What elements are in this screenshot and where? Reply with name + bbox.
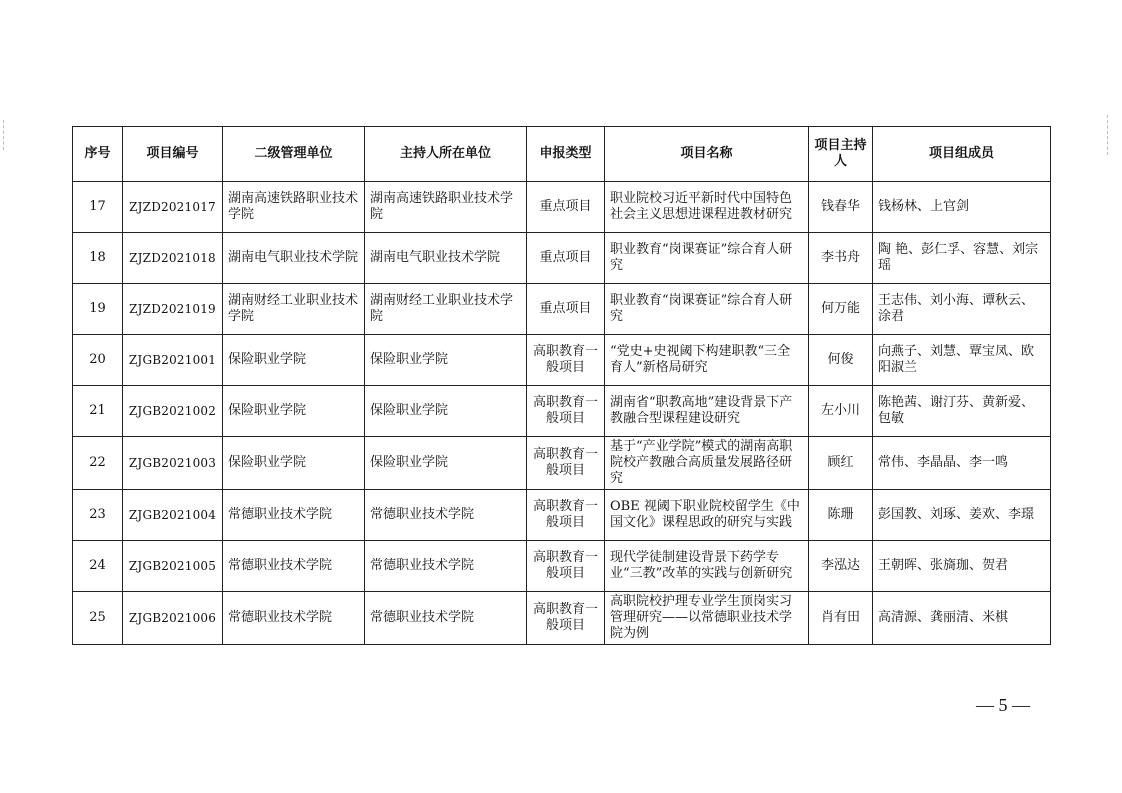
table-header [73, 127, 1051, 182]
cell-seq: 23 [73, 490, 123, 541]
cell-name: 职业院校习近平新时代中国特色社会主义思想进课程进教材研究 [605, 182, 809, 233]
cell-type: 重点项目 [527, 284, 605, 335]
cell-host: 李泓达 [809, 541, 873, 592]
cell-name: 基于“产业学院”模式的湖南高职院校产教融合高质量发展路径研究 [605, 437, 809, 490]
cell-type: 高职教育一般项目 [527, 490, 605, 541]
table-row [73, 592, 1051, 645]
cell-members: 常伟、李晶晶、李一鸣 [873, 437, 1051, 490]
cell-code: ZJGB2021004 [123, 490, 223, 541]
cell-host: 肖有田 [809, 592, 873, 645]
cell-code: ZJZD2021017 [123, 182, 223, 233]
cell-seq: 25 [73, 592, 123, 645]
cell-members: 王志伟、刘小海、谭秋云、涂君 [873, 284, 1051, 335]
cell-code: ZJZD2021019 [123, 284, 223, 335]
cell-unit: 保险职业学院 [223, 386, 365, 437]
cell-code: ZJGB2021002 [123, 386, 223, 437]
cell-type: 高职教育一般项目 [527, 541, 605, 592]
cell-seq: 19 [73, 284, 123, 335]
cell-code: ZJGB2021006 [123, 592, 223, 645]
cell-unit: 湖南高速铁路职业技术学院 [223, 182, 365, 233]
header-type: 申报类型 [527, 127, 605, 182]
edge-mark-right [1107, 115, 1110, 155]
cell-seq: 20 [73, 335, 123, 386]
cell-seq: 18 [73, 233, 123, 284]
page-number: — 5 — [976, 695, 1030, 715]
cell-type: 高职教育一般项目 [527, 437, 605, 490]
cell-unit: 常德职业技术学院 [223, 541, 365, 592]
cell-members: 陶 艳、彭仁孚、容慧、刘宗瑶 [873, 233, 1051, 284]
cell-members: 王朝晖、张旖珈、贺君 [873, 541, 1051, 592]
cell-type: 高职教育一般项目 [527, 592, 605, 645]
header-host-org: 主持人所在单位 [365, 127, 527, 182]
table-row [73, 490, 1051, 541]
edge-mark-left [3, 120, 6, 150]
cell-code: ZJGB2021001 [123, 335, 223, 386]
cell-host-org: 湖南高速铁路职业技术学院 [365, 182, 527, 233]
cell-host: 顾红 [809, 437, 873, 490]
cell-type: 高职教育一般项目 [527, 335, 605, 386]
cell-host-org: 常德职业技术学院 [365, 490, 527, 541]
cell-members: 陈艳茜、谢汀芬、黄新爱、包敏 [873, 386, 1051, 437]
cell-host-org: 湖南财经工业职业技术学院 [365, 284, 527, 335]
cell-code: ZJGB2021003 [123, 437, 223, 490]
cell-unit: 保险职业学院 [223, 335, 365, 386]
cell-host-org: 湖南电气职业技术学院 [365, 233, 527, 284]
cell-host-org: 常德职业技术学院 [365, 541, 527, 592]
cell-unit: 常德职业技术学院 [223, 490, 365, 541]
cell-seq: 22 [73, 437, 123, 490]
header-code: 项目编号 [123, 127, 223, 182]
cell-name: OBE 视阈下职业院校留学生《中国文化》课程思政的研究与实践 [605, 490, 809, 541]
cell-host-org: 保险职业学院 [365, 386, 527, 437]
table-row [73, 335, 1051, 386]
cell-name: 现代学徒制建设背景下药学专业“三教”改革的实践与创新研究 [605, 541, 809, 592]
header-name: 项目名称 [605, 127, 809, 182]
cell-code: ZJGB2021005 [123, 541, 223, 592]
table-row [73, 541, 1051, 592]
cell-host-org: 保险职业学院 [365, 437, 527, 490]
cell-members: 彭国教、刘琢、姜欢、李璟 [873, 490, 1051, 541]
cell-unit: 湖南电气职业技术学院 [223, 233, 365, 284]
cell-host-org: 常德职业技术学院 [365, 592, 527, 645]
table-row [73, 182, 1051, 233]
table-row [73, 386, 1051, 437]
project-table [72, 126, 1051, 645]
header-seq: 序号 [73, 127, 123, 182]
cell-name: 湖南省“职教高地”建设背景下产教融合型课程建设研究 [605, 386, 809, 437]
cell-host: 何俊 [809, 335, 873, 386]
cell-unit: 保险职业学院 [223, 437, 365, 490]
cell-host: 何万能 [809, 284, 873, 335]
cell-host: 李书舟 [809, 233, 873, 284]
cell-host: 左小川 [809, 386, 873, 437]
cell-members: 向燕子、刘慧、覃宝凤、欧阳淑兰 [873, 335, 1051, 386]
cell-members: 高清源、龚丽清、米棋 [873, 592, 1051, 645]
table-body [73, 182, 1051, 645]
table-row [73, 233, 1051, 284]
cell-seq: 24 [73, 541, 123, 592]
cell-seq: 17 [73, 182, 123, 233]
cell-name: 职业教育“岗课赛证”综合育人研究 [605, 233, 809, 284]
cell-host-org: 保险职业学院 [365, 335, 527, 386]
header-members: 项目组成员 [873, 127, 1051, 182]
cell-type: 重点项目 [527, 233, 605, 284]
header-row [73, 127, 1051, 182]
cell-type: 重点项目 [527, 182, 605, 233]
cell-type: 高职教育一般项目 [527, 386, 605, 437]
cell-unit: 常德职业技术学院 [223, 592, 365, 645]
cell-code: ZJZD2021018 [123, 233, 223, 284]
cell-members: 钱杨林、上官剑 [873, 182, 1051, 233]
header-host: 项目主持人 [809, 127, 873, 182]
table-row [73, 437, 1051, 490]
cell-host: 钱春华 [809, 182, 873, 233]
cell-name: 职业教育“岗课赛证”综合育人研究 [605, 284, 809, 335]
cell-name: “党史+史视阈下构建职教“三全育人”新格局研究 [605, 335, 809, 386]
table-row [73, 284, 1051, 335]
cell-unit: 湖南财经工业职业技术学院 [223, 284, 365, 335]
cell-name: 高职院校护理专业学生顶岗实习管理研究——以常德职业技术学院为例 [605, 592, 809, 645]
header-unit: 二级管理单位 [223, 127, 365, 182]
cell-seq: 21 [73, 386, 123, 437]
cell-host: 陈珊 [809, 490, 873, 541]
